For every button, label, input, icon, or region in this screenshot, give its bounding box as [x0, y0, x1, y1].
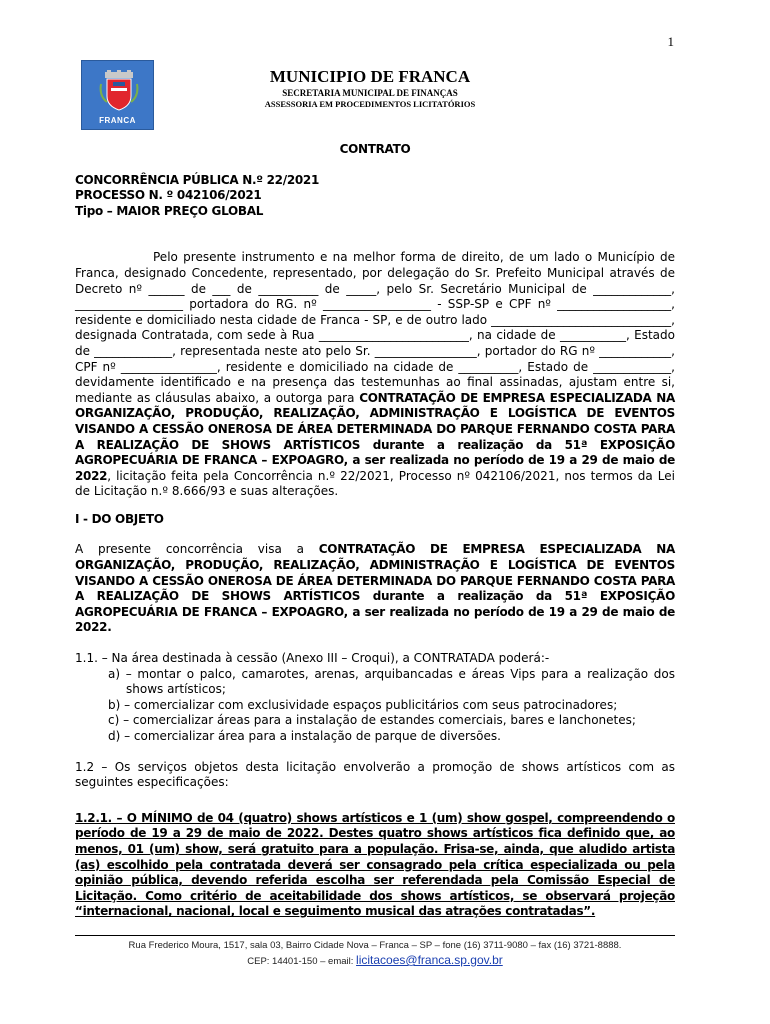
clause-1-1-list [108, 667, 675, 745]
footer-contact [75, 953, 675, 969]
info-processo: PROCESSO N. º 042106/2021 [75, 188, 262, 203]
page-footer [75, 935, 675, 969]
footer-email-link[interactable]: licitacoes@franca.sp.gov.br [356, 953, 503, 967]
objeto-intro: A presente concorrência visa a [75, 542, 304, 557]
objeto-bold: CONTRATAÇÃO DE EMPRESA ESPECIALIZADA NA ORGANIZAÇÃO, PRODUÇÃO, REALIZAÇÃO, ADMINISTRAÇÃO E LOGÍSTICA DE EVENTOS VISANDO A CESSÃO ONEROSA DE ÁREA DETERMINADA DO PARQUE FERNANDO COSTA PARA A REALIZAÇÃO DE SHOWS ARTÍSTICOS durante a realização da 51ª EXPOSIÇÃO AGROPECUÁRIA DE FRANCA – EXPOAGRO, a ser realizada no período de 19 a 29 de maio de 2022. [75, 542, 675, 635]
coat-of-arms-icon [99, 70, 139, 112]
info-tipo: Tipo – MAIOR PREÇO GLOBAL [75, 203, 264, 218]
page-number: 1 [667, 34, 674, 49]
header-title: MUNICIPIO DE FRANCA [269, 67, 471, 86]
header-subtitle-assessoria: ASSESSORIA EM PROCEDIMENTOS LICITATÓRIOS [264, 99, 476, 109]
document-body [75, 142, 675, 920]
document-header [200, 67, 540, 110]
objeto-paragraph [75, 542, 675, 636]
clause-1-2-1: 1.2.1. – O MÍNIMO de 04 (quatro) shows artísticos e 1 (um) show gospel, compreendendo o período de 19 a 29 de maio de 2022. Destes quatro shows artísticos fica definido que, ao menos, 01 (um) show, será gratuito para a população. Frisa-se, ainda, que aludido artista (as) escolhido pela contratada deverá ser consagrado pela crítica especializada ou pela opinião pública, devendo referida escolha ser referendada pela Comissão Especial de Licitação. Como critério de aceitabilidade dos shows artísticos, se observará projeção “internacional, nacional, local e seguimento musical das atrações contratadas”. [75, 810, 675, 919]
footer-cep: CEP: 14401-150 – email: [247, 956, 354, 967]
list-item: c) – comercializar áreas para a instalação de estandes comerciais, bares e lanchonetes; [108, 713, 636, 728]
clause-1-2: 1.2 – Os serviços objetos desta licitação envolverão a promoção de shows artísticos com as seguintes especificações: [75, 759, 675, 790]
list-item: a) – montar o palco, camarotes, arenas, arquibancadas e áreas Vips para a realização dos shows artísticos; [108, 666, 675, 697]
contract-title: CONTRATO [339, 142, 411, 156]
info-concorrencia: CONCORRÊNCIA PÚBLICA N.º 22/2021 [75, 172, 320, 187]
list-item: b) – comercializar com exclusividade espaços publicitários com seus patrocinadores; [108, 697, 618, 712]
intro-tail: , licitação feita pela Concorrência n.º 22/2021, Processo nº 042106/2021, nos termos da Lei de Licitação n.º 8.666/93 e suas alterações. [75, 468, 675, 499]
intro-object-bold: CONTRATAÇÃO DE EMPRESA ESPECIALIZADA NA ORGANIZAÇÃO, PRODUÇÃO, REALIZAÇÃO, ADMINISTRAÇÃO E LOGÍSTICA DE EVENTOS VISANDO A CESSÃO ONEROSA DE ÁREA DETERMINADA DO PARQUE FERNANDO COSTA PARA A REALIZAÇÃO DE SHOWS ARTÍSTICOS durante a realização da 51ª EXPOSIÇÃO AGROPECUÁRIA DE FRANCA – EXPOAGRO, a ser realizada no período de 19 a 29 de maio de 2022 [75, 390, 675, 483]
list-item: d) – comercializar área para a instalação de parque de diversões. [108, 729, 501, 743]
header-subtitle-secretaria: SECRETARIA MUNICIPAL DE FINANÇAS [282, 88, 458, 98]
section-title-objeto: I - DO OBJETO [75, 511, 164, 526]
clause-1-1: 1.1. – Na área destinada à cessão (Anexo III – Croqui), a CONTRATADA poderá:- [75, 651, 550, 666]
contract-info [75, 173, 675, 220]
intro-paragraph [75, 250, 675, 500]
logo-text: FRANCA [99, 116, 136, 125]
intro-text: Pelo presente instrumento e na melhor forma de direito, de um lado o Município de Franca, designado Concedente, representado, por delegação do Sr. Prefeito Municipal através de Decreto nº ______ de ___ de __________ de _____, pelo Sr. Secretário Municipal de _____________, __________________ portadora do RG. nº __________________ - SSP-SP e CPF nº ___________________, residente e domiciliado nesta cidade de Franca - SP, e de outro lado ______________________________, designada Contratada, com sede à Rua _________________________, na cidade de ___________, Estado de _____________, representada neste ato pelo Sr. _________________, portador do RG nº ____________, CPF nº ________________, residente e domiciliado na cidade de __________, Estado de _____________, devidamente identificado e na presença das testemunhas ao final assinadas, ajustam entre si, mediante as cláusulas abaixo, a outorga para [75, 250, 675, 405]
footer-address: Rua Frederico Moura, 1517, sala 03, Bairro Cidade Nova – Franca – SP – fone (16) 3711-9080 – fax (16) 3721-8888. [128, 940, 622, 951]
municipality-logo [81, 60, 154, 130]
